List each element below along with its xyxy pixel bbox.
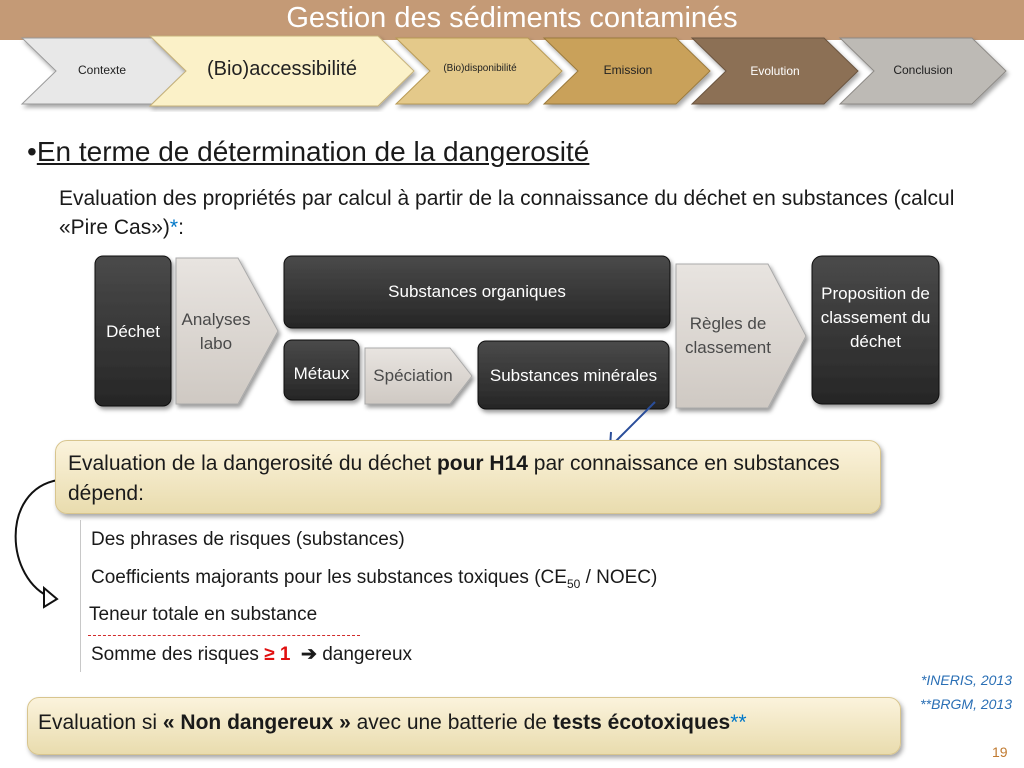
intro-body: Evaluation des propriétés par calcul à partir de la connaissance du déchet en substances (calcul «Pire Cas») [59,187,955,239]
ref-brgm: **BRGM, 2013 [920,696,1012,712]
label-proposition: Proposition de classement du déchet [820,284,931,351]
label-organiques: Substances organiques [388,282,566,301]
heading-text: En terme de détermination de la dangerosité [36,136,590,167]
nav-tab-bioaccessibilite[interactable]: (Bio)accessibilité [206,58,358,80]
page-number: 19 [992,744,1008,760]
h14-callout [55,440,881,514]
ecotox-callout [27,697,901,755]
list-vertical-line [80,520,81,672]
somme-text: Somme des risques [91,644,265,665]
list-item-somme [91,643,412,666]
flow-diagram [0,250,1024,420]
callout-text-1: Evaluation de la dangerosité du déchet [68,452,437,475]
list-item-phrases: Des phrases de risques (substances) [91,529,405,550]
curved-connector-arrow [16,480,58,598]
curved-arrowhead [44,588,57,607]
callout2-stars: ** [730,711,747,734]
heading-bullet: • [27,136,37,167]
label-analyses: Analyses labo [181,310,251,353]
ref-ineris: *INERIS, 2013 [920,672,1012,688]
label-dechet: Déchet [106,322,160,341]
somme-threshold: ≥ 1 [264,644,291,665]
list-item-teneur: Teneur totale en substance [89,604,318,625]
callout2-bold: « Non dangereux » [162,711,351,734]
list-item-coefficients-end: / NOEC) [580,567,658,588]
callout-bold: pour H14 [436,452,528,475]
label-regles: Règles de classement [685,314,771,357]
slide-title: Gestion des sédiments contaminés [286,2,738,34]
arrow-right-icon: ➔ [301,644,317,665]
nav-tab-conclusion[interactable]: Conclusion [893,63,953,77]
label-minerales: Substances minérales [489,366,658,385]
intro-star: * [169,216,179,239]
intro-colon: : [178,216,184,239]
nav-tab-biodisponibilite[interactable]: (Bio)disponibilité [443,63,517,74]
nav-tab-evolution[interactable]: Evolution [750,64,800,78]
section-heading [27,136,589,168]
nav-tab-contexte[interactable]: Contexte [77,63,127,77]
list-item-coefficients-text: Coefficients majorants pour les substances toxiques (CE [91,567,567,588]
dashed-separator [88,635,360,636]
callout2-text-2: avec une batterie de [350,711,553,734]
label-speciation: Spéciation [373,366,453,385]
list-item-coefficients [91,567,657,591]
list-item-coefficients-sub: 50 [566,576,581,591]
callout2-bold-2: tests écotoxiques [552,711,731,734]
label-metaux: Métaux [293,364,350,383]
somme-result: dangereux [316,644,413,665]
section-nav [0,32,1024,112]
intro-text [59,184,959,242]
nav-tab-emission[interactable]: Emission [603,63,653,77]
callout-text-2: par connaissance en substances dépend: [68,452,840,505]
callout2-text-1: Evaluation si [38,711,163,734]
